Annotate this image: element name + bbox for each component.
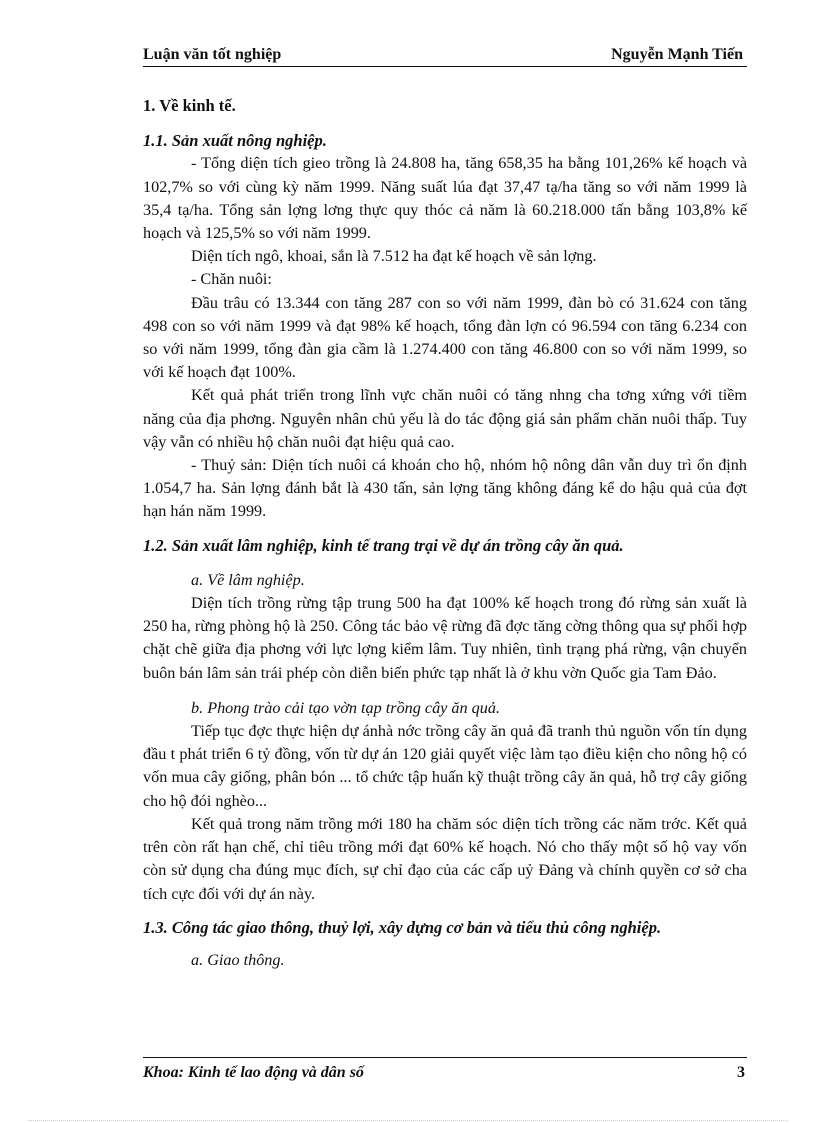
- paragraph: - Tổng diện tích gieo trồng là 24.808 ha, tăng 658,35 ha bằng 101,26% kế hoạch và 102,7% so với cùng kỳ năm 1999. Năng suất lúa đạt 37,47 tạ/ha tăng so với năm 1999 là 35,4 tạ/ha. Tổng sản lợng lơng thực quy thóc cả năm là 60.218.000 tấn bằng 103,8% kế hoạch và 125,5% so với năm 1999.: [143, 154, 747, 243]
- paragraph: Diện tích trồng rừng tập trung 500 ha đạt 100% kế hoạch trong đó rừng sản xuất là 250 ha, rừng phòng hộ là 250. Công tác bảo vệ rừng đã đợc tăng cờng thông qua sự phối hợp chặt chẽ giữa địa phơng với lực lợng kiểm lâm. Tuy nhiên, tình trạng phá rừng, vận chuyển buôn bán lâm sản trái phép còn diễn biến phức tạp nhất là ở khu vờn Quốc gia Tam Đảo.: [143, 594, 747, 682]
- faculty-label: Khoa: Kinh tế lao động và dân số: [143, 1064, 364, 1081]
- subsection-heading-b: b. Phong trào cải tạo vờn tạp trồng cây ăn quả.: [191, 698, 500, 717]
- section-heading-1: 1. Về kinh tế.: [143, 96, 236, 115]
- section-heading-1-2: 1.2. Sản xuất lâm nghiệp, kinh tế trang trại về dự án trồng cây ăn quả.: [143, 535, 624, 555]
- paragraph: - Chăn nuôi:: [191, 270, 272, 289]
- paragraph: Diện tích ngô, khoai, sắn là 7.512 ha đạt kế hoạch về sản lợng.: [191, 247, 597, 266]
- paragraph: Tiếp tục đợc thực hiện dự ánhà nớc trồng cây ăn quả đã tranh thủ nguồn vốn tín dụng đầu t phát triển 6 tỷ đồng, vốn từ dự án 120 giải quyết việc làm tạo điều kiện cho nông hộ có vốn mua cây giống, phân bón ... tổ chức tập huấn kỹ thuật trồng cây ăn quả, hỗ trợ cây giống cho hộ đói nghèo...: [143, 722, 747, 810]
- thesis-label: Luận văn tốt nghiệp: [143, 46, 282, 63]
- paragraph: Kết quả trong năm trồng mới 180 ha chăm sóc diện tích trồng các năm trớc. Kết quả trên còn rất hạn chế, chỉ tiêu trồng mới đạt 60% kế hoạch. Nó cho thấy một số hộ vay vốn còn sử dụng cha đúng mục đích, sự chỉ đạo của các cấp uỷ Đảng và chính quyền cơ sở cha tích cực đối với dự án này.: [143, 814, 747, 903]
- paragraph: Kết quả phát triển trong lĩnh vực chăn nuôi có tăng nhng cha tơng xứng với tiềm năng của địa phơng. Nguyên nhân chủ yếu là do tác động giá sản phẩm chăn nuôi thấp. Tuy vậy vẫn có nhiều hộ chăn nuôi đạt hiệu quả cao.: [143, 386, 747, 451]
- section-heading-1-1: 1.1. Sản xuất nông nghiệp.: [143, 131, 327, 151]
- paragraph: Đầu trâu có 13.344 con tăng 287 con so với năm 1999, đàn bò có 31.624 con tăng 498 con so với năm 1999 và đạt 98% kế hoạch, tổng đàn lợn có 96.594 con tăng 6.234 con so với năm 1999, tổng đàn gia cầm là 1.274.400 con tăng 46.800 con so với năm 1999, so với kế hoạch đạt 100%.: [143, 293, 747, 382]
- page-header: [143, 46, 747, 67]
- page-body: [143, 94, 747, 972]
- page-edge-divider: [28, 1120, 788, 1121]
- page-number: 3: [737, 1064, 745, 1081]
- subsection-heading-a: a. Về lâm nghiệp.: [191, 570, 305, 589]
- page-footer: [143, 1057, 747, 1088]
- subsection-heading-giao-thong: a. Giao thông.: [191, 950, 285, 969]
- author-name: Nguyễn Mạnh Tiến: [611, 46, 743, 63]
- section-heading-1-3: 1.3. Công tác giao thông, thuỷ lợi, xây dựng cơ bản và tiểu thủ công nghiệp.: [143, 917, 662, 937]
- paragraph: - Thuỷ sản: Diện tích nuôi cá khoán cho hộ, nhóm hộ nông dân vẫn duy trì ổn định 1.054,7 ha. Sản lợng đánh bắt là 430 tấn, sản lợng tăng không đáng kể do hậu quả của đợt hạn hán năm 1999.: [143, 456, 747, 521]
